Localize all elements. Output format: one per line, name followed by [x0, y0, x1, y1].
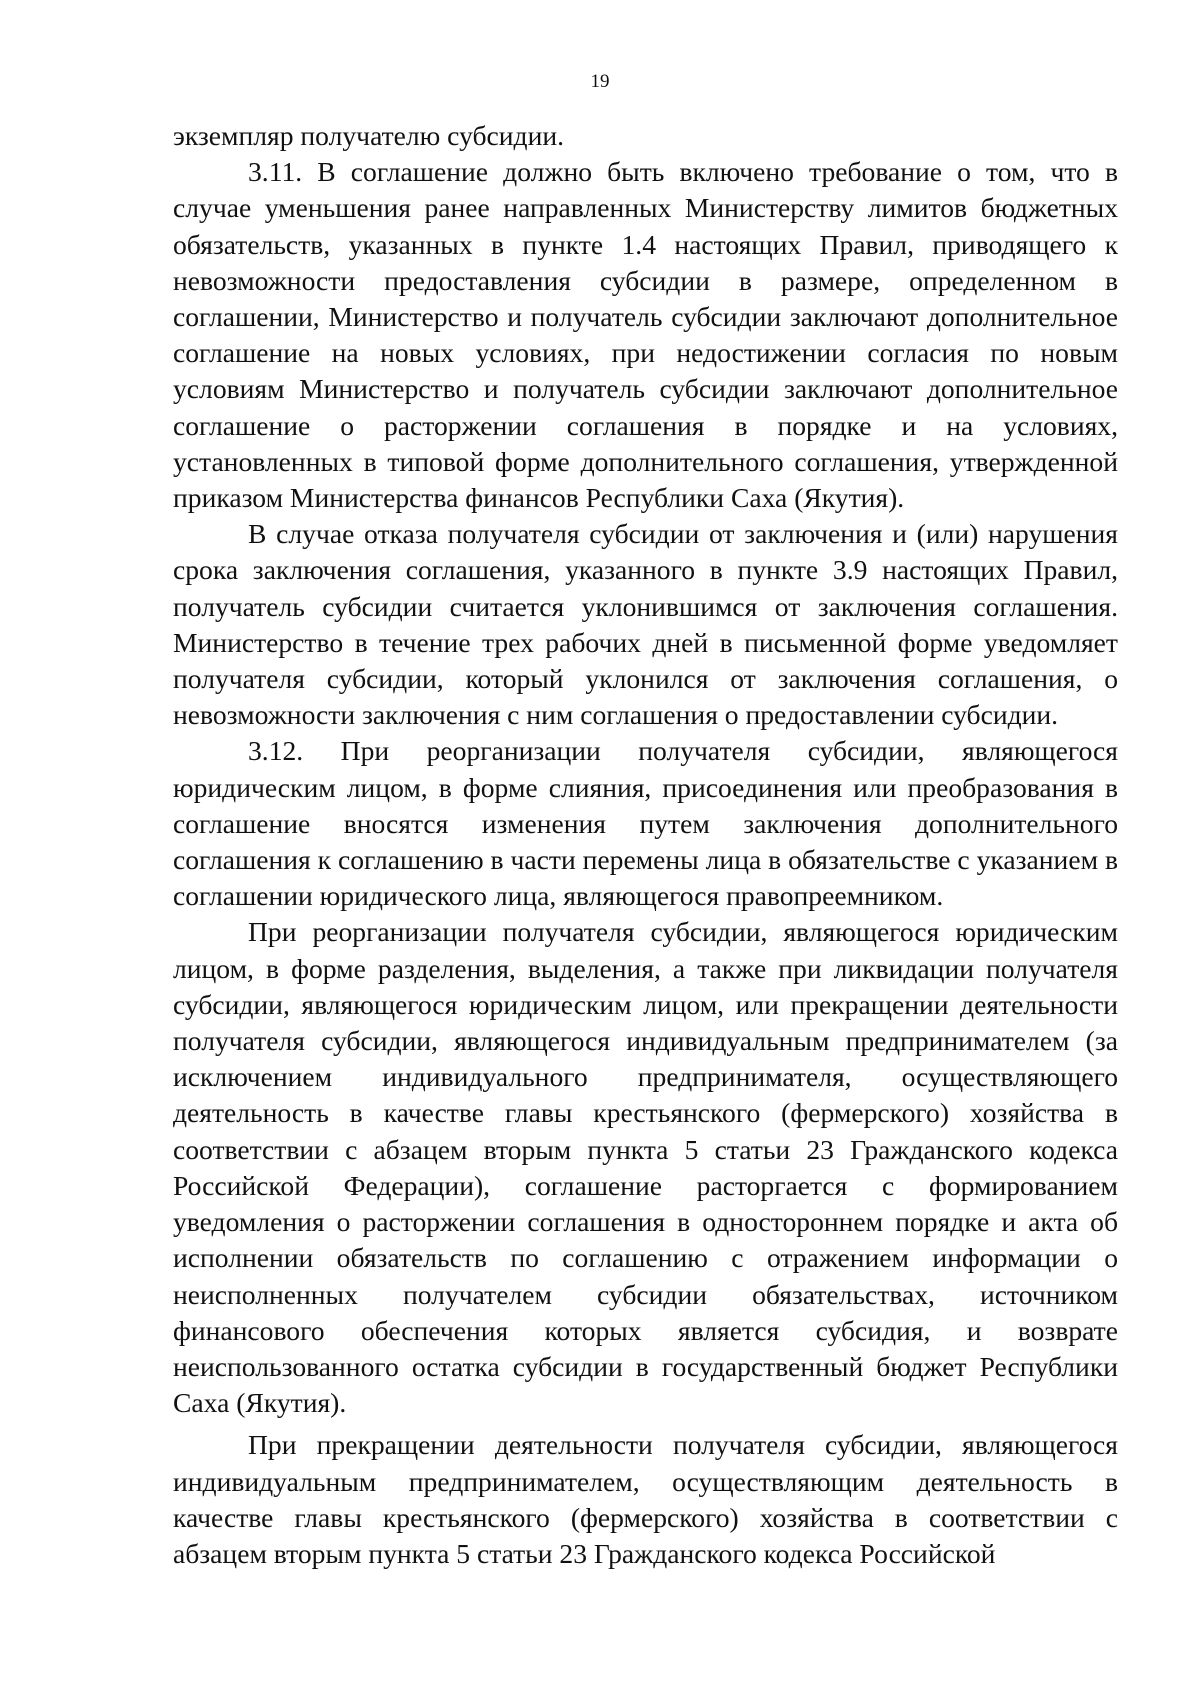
paragraph-3-11: 3.11. В соглашение должно быть включено требование о том, что в случае уменьшения ранее направленных Министерству лимитов бюджетных обязательств, указанных в пункте 1.4 настоящих Правил, приводящего к невозможности предоставления субсидии в размере, определенном в соглашении, Министерство и получатель субсидии заключают дополнительное соглашение на новых условиях, при недостижении согласия по новым условиям Министерство и получатель субсидии заключают дополнительное соглашение о расторжении соглашения в порядке и на условиях, установленных в типовой форме дополнительного соглашения, утвержденной приказом Министерства финансов Республики Саха (Якутия).: [173, 156, 1118, 514]
paragraph-refusal: В случае отказа получателя субсидии от заключения и (или) нарушения срока заключения соглашения, указанного в пункте 3.9 настоящих Правил, получатель субсидии считается уклонившимся от заключения соглашения. Министерство в течение трех рабочих дней в письменной форме уведомляет получателя субсидии, который уклонился от заключения соглашения, о невозможности заключения с ним соглашения о предоставлении субсидии.: [173, 518, 1118, 731]
document-body: [173, 118, 1118, 1572]
paragraph-termination: При прекращении деятельности получателя субсидии, являющегося индивидуальным предпринимателем, осуществляющим деятельность в качестве главы крестьянского (фермерского) хозяйства в соответствии с абзацем вторым пункта 5 статьи 23 Гражданского кодекса Российской: [173, 1429, 1118, 1569]
paragraph-continuation: экземпляр получателю субсидии.: [173, 120, 565, 151]
page-number: 19: [590, 71, 610, 92]
paragraph-3-12: 3.12. При реорганизации получателя субсидии, являющегося юридическим лицом, в форме слияния, присоединения или преобразования в соглашение вносятся изменения путем заключения дополнительного соглашения к соглашению в части перемены лица в обязательстве с указанием в соглашении юридического лица, являющегося правопреемником.: [173, 735, 1118, 912]
paragraph-reorganization: При реорганизации получателя субсидии, являющегося юридическим лицом, в форме разделения, выделения, а также при ликвидации получателя субсидии, являющегося юридическим лицом, или прекращении деятельности получателя субсидии, являющегося индивидуальным предпринимателем (за исключением индивидуального предпринимателя, осуществляющего деятельность в качестве главы крестьянского (фермерского) хозяйства в соответствии с абзацем вторым пункта 5 статьи 23 Гражданского кодекса Российской Федерации), соглашение расторгается с формированием уведомления о расторжении соглашения в одностороннем порядке и акта об исполнении обязательств по соглашению с отражением информации о неисполненных получателем субсидии обязательствах, источником финансового обеспечения которых является субсидия, и возврате неиспользованного остатка субсидии в государственный бюджет Республики Саха (Якутия).: [173, 916, 1118, 1419]
